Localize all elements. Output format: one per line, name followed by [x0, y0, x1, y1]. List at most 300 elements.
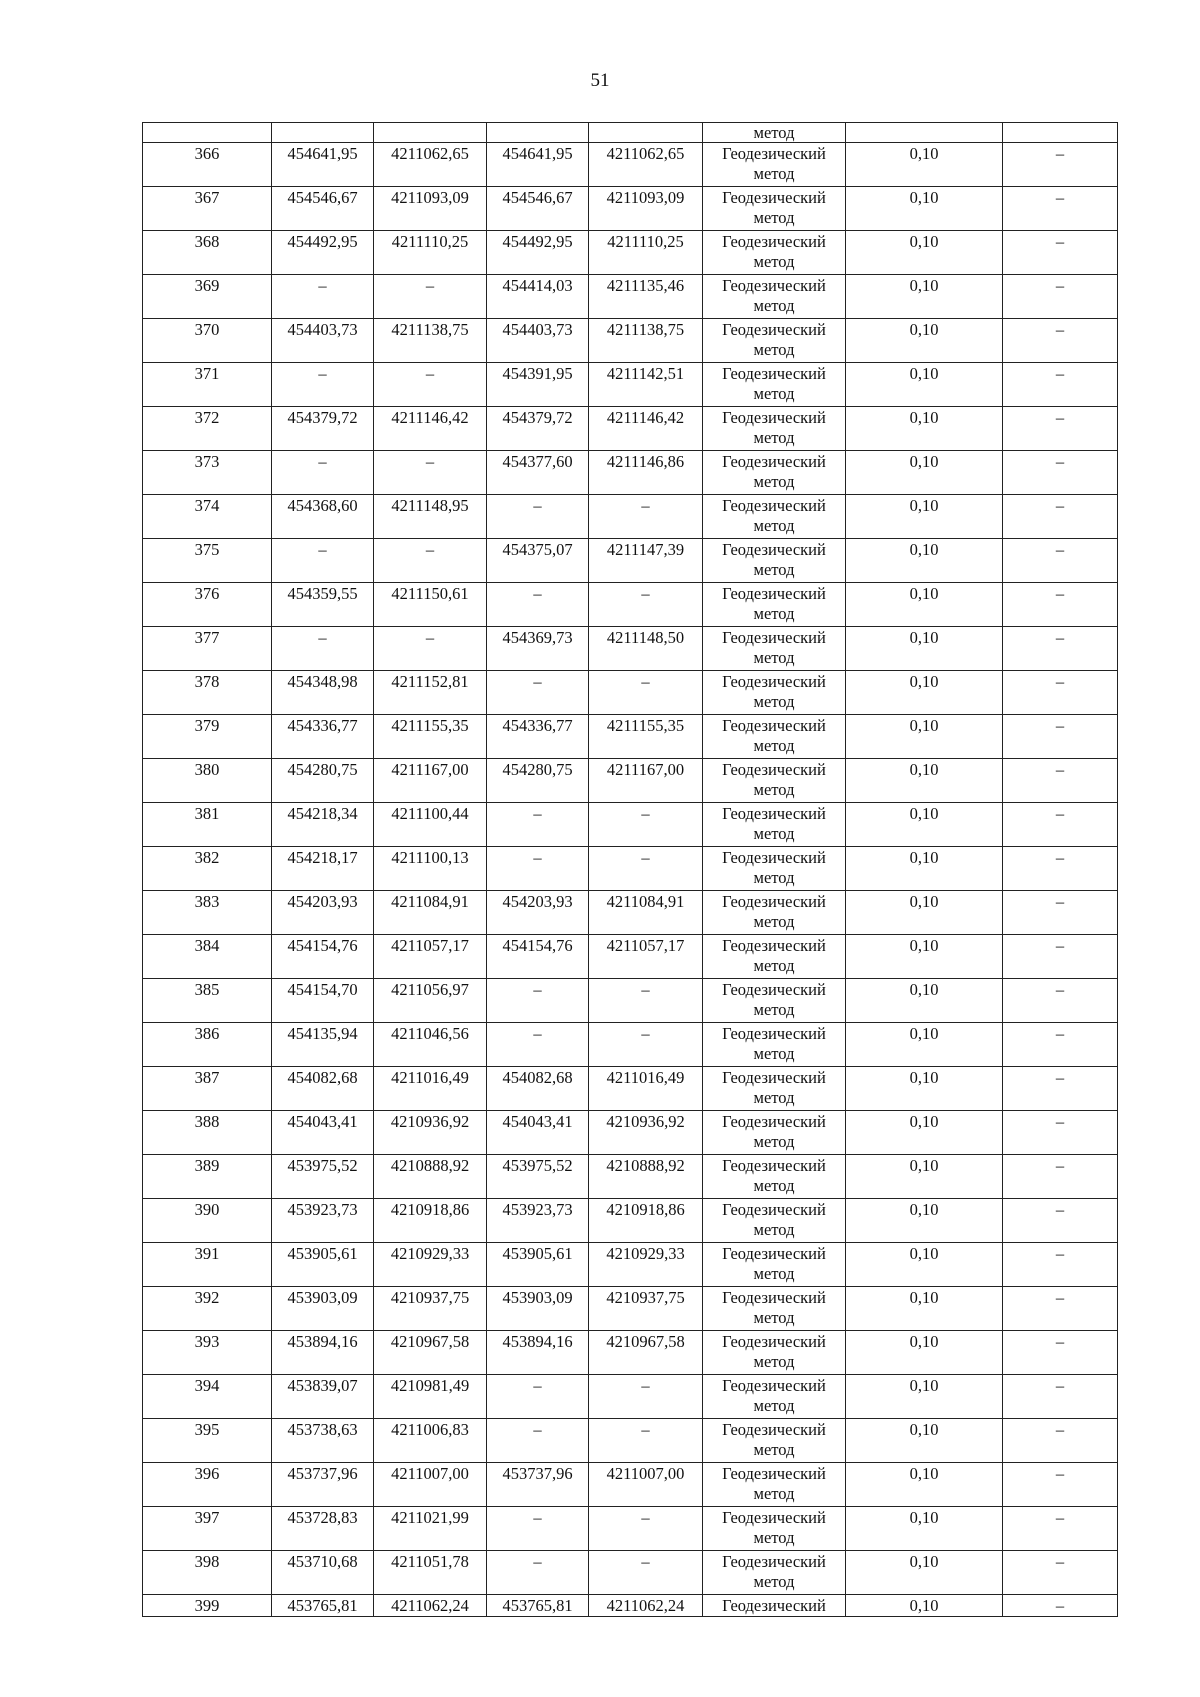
cell-method — [703, 803, 846, 847]
cell-x-new: 453765,81 — [487, 1595, 589, 1617]
cell-y-existing: 4211110,25 — [374, 231, 487, 275]
cell-method — [703, 231, 846, 275]
cell-accuracy: 0,10 — [846, 1595, 1003, 1617]
cell-x-existing: 454154,70 — [272, 979, 374, 1023]
cell-accuracy: 0,10 — [846, 319, 1003, 363]
cell-accuracy: 0,10 — [846, 1155, 1003, 1199]
cell-method: метод — [703, 123, 846, 143]
method-text-line1: Геодезический — [722, 144, 826, 163]
table-row — [143, 1111, 1118, 1155]
cell-y-existing: 4210936,92 — [374, 1111, 487, 1155]
method-text-line2: метод — [753, 1176, 795, 1195]
cell-accuracy: 0,10 — [846, 1287, 1003, 1331]
table-row — [143, 1331, 1118, 1375]
coordinates-table — [142, 122, 1118, 1617]
cell-note: – — [1003, 143, 1118, 187]
cell-y-new: – — [589, 847, 703, 891]
table-row — [143, 1243, 1118, 1287]
method-text-line2: метод — [753, 384, 795, 403]
cell-method — [703, 1331, 846, 1375]
method-text-line2: метод — [753, 1132, 795, 1151]
cell-accuracy: 0,10 — [846, 935, 1003, 979]
cell-y-new: – — [589, 803, 703, 847]
method-text-line1: Геодезический — [722, 1068, 826, 1087]
cell-x-existing: 453894,16 — [272, 1331, 374, 1375]
cell-method — [703, 187, 846, 231]
table-row — [143, 627, 1118, 671]
cell-point-number: 386 — [143, 1023, 272, 1067]
method-text-line2: метод — [753, 340, 795, 359]
cell-y-new: – — [589, 1023, 703, 1067]
cell-accuracy: 0,10 — [846, 451, 1003, 495]
table-row — [143, 1287, 1118, 1331]
cell-note: – — [1003, 1507, 1118, 1551]
cell-point-number: 391 — [143, 1243, 272, 1287]
cell-y-existing — [374, 123, 487, 143]
cell-x-existing: 453923,73 — [272, 1199, 374, 1243]
cell-y-existing: – — [374, 363, 487, 407]
cell-accuracy: 0,10 — [846, 803, 1003, 847]
cell-y-existing: 4211146,42 — [374, 407, 487, 451]
method-text-line1: Геодезический — [722, 848, 826, 867]
table-row — [143, 759, 1118, 803]
method-text-line2: метод — [753, 956, 795, 975]
cell-method — [703, 1595, 846, 1617]
cell-y-existing: 4211016,49 — [374, 1067, 487, 1111]
method-text-line1: Геодезический — [722, 1332, 826, 1351]
method-text-line2: метод — [753, 1352, 795, 1371]
cell-y-existing: – — [374, 451, 487, 495]
cell-x-new: 454375,07 — [487, 539, 589, 583]
cell-note: – — [1003, 803, 1118, 847]
method-text-line2: метод — [753, 824, 795, 843]
cell-accuracy: 0,10 — [846, 1331, 1003, 1375]
method-text-line1: Геодезический — [722, 1508, 826, 1527]
method-text-line1: Геодезический — [722, 188, 826, 207]
cell-x-existing: 453737,96 — [272, 1463, 374, 1507]
cell-x-new: 453923,73 — [487, 1199, 589, 1243]
cell-method — [703, 275, 846, 319]
cell-x-new: 454379,72 — [487, 407, 589, 451]
cell-accuracy: 0,10 — [846, 187, 1003, 231]
cell-method — [703, 671, 846, 715]
cell-method — [703, 539, 846, 583]
cell-y-existing: 4211051,78 — [374, 1551, 487, 1595]
cell-y-existing: 4211056,97 — [374, 979, 487, 1023]
cell-x-new: 454203,93 — [487, 891, 589, 935]
cell-point-number: 384 — [143, 935, 272, 979]
cell-x-new: 454154,76 — [487, 935, 589, 979]
cell-accuracy: 0,10 — [846, 1375, 1003, 1419]
cell-x-existing: 454348,98 — [272, 671, 374, 715]
cell-method — [703, 979, 846, 1023]
cell-y-new: 4210967,58 — [589, 1331, 703, 1375]
cell-y-new: – — [589, 1551, 703, 1595]
cell-point-number: 376 — [143, 583, 272, 627]
cell-x-existing: – — [272, 627, 374, 671]
method-text-line2: метод — [753, 1088, 795, 1107]
cell-y-existing: – — [374, 539, 487, 583]
cell-accuracy: 0,10 — [846, 1463, 1003, 1507]
method-text-line2: метод — [753, 1396, 795, 1415]
cell-x-existing: 454218,34 — [272, 803, 374, 847]
table-row — [143, 143, 1118, 187]
method-text-line2: метод — [753, 1220, 795, 1239]
cell-y-new: – — [589, 1507, 703, 1551]
method-text-line2: метод — [753, 736, 795, 755]
cell-y-new: 4211142,51 — [589, 363, 703, 407]
method-text-line2: метод — [753, 164, 795, 183]
cell-note: – — [1003, 1023, 1118, 1067]
method-text-line1: Геодезический — [722, 672, 826, 691]
cell-x-new: – — [487, 1507, 589, 1551]
cell-method — [703, 1287, 846, 1331]
method-text-line2: метод — [753, 1044, 795, 1063]
cell-point-number: 381 — [143, 803, 272, 847]
cell-method — [703, 1023, 846, 1067]
method-text-line1: Геодезический — [722, 1552, 826, 1571]
cell-point-number: 380 — [143, 759, 272, 803]
cell-y-existing: 4211084,91 — [374, 891, 487, 935]
cell-x-existing: 454218,17 — [272, 847, 374, 891]
cell-method — [703, 363, 846, 407]
cell-point-number: 373 — [143, 451, 272, 495]
cell-method — [703, 715, 846, 759]
method-text-line1: Геодезический — [722, 540, 826, 559]
cell-accuracy: 0,10 — [846, 1551, 1003, 1595]
cell-x-existing: 454336,77 — [272, 715, 374, 759]
cell-x-existing: 454082,68 — [272, 1067, 374, 1111]
cell-note: – — [1003, 1199, 1118, 1243]
cell-note: – — [1003, 627, 1118, 671]
cell-point-number: 367 — [143, 187, 272, 231]
method-text-line2: метод — [753, 604, 795, 623]
cell-accuracy: 0,10 — [846, 1243, 1003, 1287]
cell-method — [703, 1155, 846, 1199]
cell-point-number: 369 — [143, 275, 272, 319]
table-row — [143, 319, 1118, 363]
cell-x-new: 453903,09 — [487, 1287, 589, 1331]
method-text-line1: Геодезический — [722, 1024, 826, 1043]
cell-point-number: 374 — [143, 495, 272, 539]
cell-note: – — [1003, 1551, 1118, 1595]
cell-y-new: 4210888,92 — [589, 1155, 703, 1199]
cell-y-new: 4211155,35 — [589, 715, 703, 759]
cell-note: – — [1003, 1111, 1118, 1155]
cell-x-new: – — [487, 495, 589, 539]
cell-y-existing: 4210888,92 — [374, 1155, 487, 1199]
cell-point-number: 389 — [143, 1155, 272, 1199]
cell-point-number: 378 — [143, 671, 272, 715]
cell-y-new — [589, 123, 703, 143]
method-text-line2: метод — [753, 780, 795, 799]
cell-x-existing: 454203,93 — [272, 891, 374, 935]
cell-y-existing: 4211167,00 — [374, 759, 487, 803]
table-row — [143, 275, 1118, 319]
cell-method — [703, 583, 846, 627]
method-text-line2: метод — [753, 296, 795, 315]
cell-y-new: 4211110,25 — [589, 231, 703, 275]
cell-y-new: 4211135,46 — [589, 275, 703, 319]
table-row — [143, 407, 1118, 451]
table-row — [143, 1463, 1118, 1507]
cell-point-number — [143, 123, 272, 143]
cell-x-existing: 453728,83 — [272, 1507, 374, 1551]
cell-x-new — [487, 123, 589, 143]
table-row — [143, 495, 1118, 539]
cell-x-existing: 453905,61 — [272, 1243, 374, 1287]
table-row — [143, 1595, 1118, 1617]
cell-method — [703, 319, 846, 363]
cell-y-new: 4211084,91 — [589, 891, 703, 935]
cell-point-number: 383 — [143, 891, 272, 935]
table-row — [143, 363, 1118, 407]
cell-method — [703, 1551, 846, 1595]
cell-y-existing: 4210937,75 — [374, 1287, 487, 1331]
cell-note: – — [1003, 715, 1118, 759]
table-row — [143, 451, 1118, 495]
table-row — [143, 1155, 1118, 1199]
cell-x-new: – — [487, 671, 589, 715]
cell-y-existing: – — [374, 275, 487, 319]
cell-x-new: – — [487, 979, 589, 1023]
cell-point-number: 375 — [143, 539, 272, 583]
cell-x-new: 454414,03 — [487, 275, 589, 319]
cell-accuracy: 0,10 — [846, 275, 1003, 319]
cell-accuracy: 0,10 — [846, 231, 1003, 275]
cell-y-new: 4211016,49 — [589, 1067, 703, 1111]
method-text-line2: метод — [753, 1264, 795, 1283]
cell-y-existing: 4211100,44 — [374, 803, 487, 847]
cell-y-existing: 4211062,24 — [374, 1595, 487, 1617]
cell-y-new: 4210929,33 — [589, 1243, 703, 1287]
cell-x-existing: 454379,72 — [272, 407, 374, 451]
cell-method — [703, 891, 846, 935]
cell-accuracy: 0,10 — [846, 759, 1003, 803]
cell-y-existing: 4211148,95 — [374, 495, 487, 539]
cell-y-existing: 4211100,13 — [374, 847, 487, 891]
cell-accuracy: 0,10 — [846, 979, 1003, 1023]
table-row — [143, 715, 1118, 759]
cell-x-existing: 453765,81 — [272, 1595, 374, 1617]
cell-note — [1003, 123, 1118, 143]
cell-accuracy: 0,10 — [846, 715, 1003, 759]
cell-x-new: 453737,96 — [487, 1463, 589, 1507]
cell-accuracy: 0,10 — [846, 1507, 1003, 1551]
method-text-line1: Геодезический — [722, 1376, 826, 1395]
cell-point-number: 388 — [143, 1111, 272, 1155]
cell-accuracy: 0,10 — [846, 891, 1003, 935]
cell-y-existing: 4210967,58 — [374, 1331, 487, 1375]
method-text-line1: Геодезический — [722, 804, 826, 823]
cell-note: – — [1003, 451, 1118, 495]
cell-accuracy: 0,10 — [846, 1419, 1003, 1463]
table-row — [143, 231, 1118, 275]
cell-x-existing: 454641,95 — [272, 143, 374, 187]
cell-point-number: 385 — [143, 979, 272, 1023]
cell-point-number: 368 — [143, 231, 272, 275]
cell-y-new: 4211057,17 — [589, 935, 703, 979]
method-text-line2: метод — [753, 1528, 795, 1547]
method-text-line1: Геодезический — [722, 408, 826, 427]
cell-x-existing: 454546,67 — [272, 187, 374, 231]
cell-point-number: 372 — [143, 407, 272, 451]
table-row — [143, 1551, 1118, 1595]
cell-y-existing: 4211152,81 — [374, 671, 487, 715]
cell-x-existing: – — [272, 363, 374, 407]
cell-point-number: 393 — [143, 1331, 272, 1375]
cell-note: – — [1003, 187, 1118, 231]
cell-y-new: 4211147,39 — [589, 539, 703, 583]
method-text-line1: Геодезический — [722, 452, 826, 471]
cell-note: – — [1003, 407, 1118, 451]
table-row — [143, 1375, 1118, 1419]
cell-y-existing: 4210918,86 — [374, 1199, 487, 1243]
cell-point-number: 399 — [143, 1595, 272, 1617]
cell-y-existing: 4211062,65 — [374, 143, 487, 187]
method-text-line2: метод — [753, 208, 795, 227]
cell-method — [703, 759, 846, 803]
table-row — [143, 1199, 1118, 1243]
cell-note: – — [1003, 1419, 1118, 1463]
cell-y-existing: 4211006,83 — [374, 1419, 487, 1463]
cell-note: – — [1003, 979, 1118, 1023]
cell-x-new: – — [487, 803, 589, 847]
method-text-line1: Геодезический — [722, 276, 826, 295]
cell-method — [703, 495, 846, 539]
cell-y-existing: 4211007,00 — [374, 1463, 487, 1507]
cell-x-existing: 454403,73 — [272, 319, 374, 363]
cell-x-existing: 454280,75 — [272, 759, 374, 803]
method-text-line1: Геодезический — [722, 760, 826, 779]
method-text-line2: метод — [753, 472, 795, 491]
method-text-line1: Геодезический — [722, 1596, 826, 1615]
cell-note: – — [1003, 363, 1118, 407]
cell-method — [703, 1243, 846, 1287]
cell-y-new: 4211062,65 — [589, 143, 703, 187]
method-text-line2: метод — [753, 1440, 795, 1459]
cell-note: – — [1003, 1287, 1118, 1331]
table-body — [143, 123, 1118, 1617]
method-text-line1: Геодезический — [722, 1112, 826, 1131]
method-text-line1: Геодезический — [722, 716, 826, 735]
cell-point-number: 398 — [143, 1551, 272, 1595]
cell-y-existing: 4211138,75 — [374, 319, 487, 363]
cell-point-number: 371 — [143, 363, 272, 407]
method-text-line1: Геодезический — [722, 892, 826, 911]
cell-x-new: 454403,73 — [487, 319, 589, 363]
continuation-row — [143, 123, 1118, 143]
cell-x-existing: 454368,60 — [272, 495, 374, 539]
cell-note: – — [1003, 1243, 1118, 1287]
cell-note: – — [1003, 891, 1118, 935]
table-row — [143, 187, 1118, 231]
method-text-line1: Геодезический — [722, 1288, 826, 1307]
cell-point-number: 379 — [143, 715, 272, 759]
cell-x-new: 454043,41 — [487, 1111, 589, 1155]
method-text-line2: метод — [753, 1484, 795, 1503]
cell-method — [703, 935, 846, 979]
cell-point-number: 394 — [143, 1375, 272, 1419]
cell-method — [703, 1419, 846, 1463]
cell-y-existing: 4210981,49 — [374, 1375, 487, 1419]
cell-point-number: 392 — [143, 1287, 272, 1331]
cell-x-new: 454280,75 — [487, 759, 589, 803]
cell-x-new: – — [487, 1551, 589, 1595]
cell-note: – — [1003, 1595, 1118, 1617]
table-row — [143, 671, 1118, 715]
method-text-line2: метод — [753, 648, 795, 667]
cell-x-new: – — [487, 847, 589, 891]
cell-x-new: 453894,16 — [487, 1331, 589, 1375]
cell-note: – — [1003, 847, 1118, 891]
cell-accuracy: 0,10 — [846, 1067, 1003, 1111]
cell-y-new: 4210918,86 — [589, 1199, 703, 1243]
cell-x-existing: 453903,09 — [272, 1287, 374, 1331]
cell-note: – — [1003, 935, 1118, 979]
cell-y-new: – — [589, 583, 703, 627]
cell-point-number: 397 — [143, 1507, 272, 1551]
cell-accuracy: 0,10 — [846, 847, 1003, 891]
method-text-line1: Геодезический — [722, 364, 826, 383]
cell-point-number: 396 — [143, 1463, 272, 1507]
cell-y-new: – — [589, 1419, 703, 1463]
cell-accuracy — [846, 123, 1003, 143]
table-row — [143, 891, 1118, 935]
cell-y-new: – — [589, 1375, 703, 1419]
cell-accuracy: 0,10 — [846, 1199, 1003, 1243]
cell-y-new: – — [589, 671, 703, 715]
cell-y-new: 4211146,42 — [589, 407, 703, 451]
cell-x-new: 453975,52 — [487, 1155, 589, 1199]
cell-accuracy: 0,10 — [846, 363, 1003, 407]
table-row — [143, 1023, 1118, 1067]
table-row — [143, 1507, 1118, 1551]
cell-x-new: 453905,61 — [487, 1243, 589, 1287]
cell-note: – — [1003, 671, 1118, 715]
cell-method — [703, 1463, 846, 1507]
cell-x-existing: 453975,52 — [272, 1155, 374, 1199]
cell-x-new: 454641,95 — [487, 143, 589, 187]
cell-x-new: – — [487, 1419, 589, 1463]
cell-x-new: – — [487, 1375, 589, 1419]
cell-y-new: 4210937,75 — [589, 1287, 703, 1331]
cell-y-new: – — [589, 979, 703, 1023]
cell-note: – — [1003, 319, 1118, 363]
cell-y-new: 4211062,24 — [589, 1595, 703, 1617]
cell-x-existing: – — [272, 451, 374, 495]
cell-note: – — [1003, 1155, 1118, 1199]
cell-x-new: – — [487, 583, 589, 627]
cell-x-new: 454082,68 — [487, 1067, 589, 1111]
table-row — [143, 539, 1118, 583]
table-row — [143, 935, 1118, 979]
table-row — [143, 803, 1118, 847]
method-text-line1: Геодезический — [722, 628, 826, 647]
cell-x-new: 454369,73 — [487, 627, 589, 671]
cell-note: – — [1003, 275, 1118, 319]
cell-y-existing: 4211150,61 — [374, 583, 487, 627]
cell-x-existing: 453738,63 — [272, 1419, 374, 1463]
cell-y-existing: 4211093,09 — [374, 187, 487, 231]
table-row — [143, 583, 1118, 627]
cell-y-new: 4211007,00 — [589, 1463, 703, 1507]
cell-accuracy: 0,10 — [846, 583, 1003, 627]
cell-x-new: 454336,77 — [487, 715, 589, 759]
cell-accuracy: 0,10 — [846, 407, 1003, 451]
cell-accuracy: 0,10 — [846, 539, 1003, 583]
cell-method — [703, 407, 846, 451]
